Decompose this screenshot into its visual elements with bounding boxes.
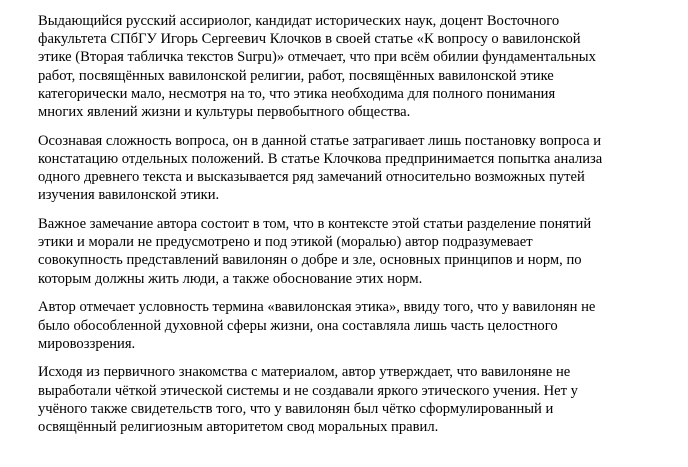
- paragraph-3: Важное замечание автора состоит в том, что в контексте этой статьи разделение понятий этики и морали не предусмотрено и под этикой (моралью) автор подразумевает совокупность представлений вавилонян о добре и зле, основных принципов и норм, по которым должны жить люди, а также обоснование этих норм.: [38, 216, 592, 287]
- paragraph-1: Выдающийся русский ассириолог, кандидат исторических наук, доцент Восточного факультета СПбГУ Игорь Сергеевич Клочков в своей статье «К вопросу о вавилонской этике (Вторая табличка текстов Surpu)» отмечает, что при всём обилии фундаментальных работ, посвящённых вавилонской религии, работ, посвящённых вавилонской этике категорически мало, несмотря на то, что этика необходима для полного понимания многих явлений жизни и культуры первобытного общества.: [38, 13, 596, 121]
- paragraph-2: Осознавая сложность вопроса, он в данной статье затрагивает лишь постановку вопроса и констатацию отдельных положений. В статье Клочкова предпринимается попытка анализа одного древнего текста и высказывается ряд замечаний относительно возможных путей изучения вавилонской этики.: [38, 132, 603, 204]
- document-body: [38, 12, 678, 436]
- paragraph-5: Исходя из первичного знакомства с материалом, автор утверждает, что вавилоняне не выработали чёткой этической системы и не создавали яркого этического учения. Нет у учёного также свидетельств того, что у вавилонян был чётко сформулированный и освящённый религиозным авторитетом свод моральных правил.: [38, 364, 578, 436]
- paragraph-4: Автор отмечает условность термина «вавилонская этика», ввиду того, что у вавилонян не было обособленной духовной сферы жизни, она составляла лишь часть целостного мировоззрения.: [38, 299, 596, 352]
